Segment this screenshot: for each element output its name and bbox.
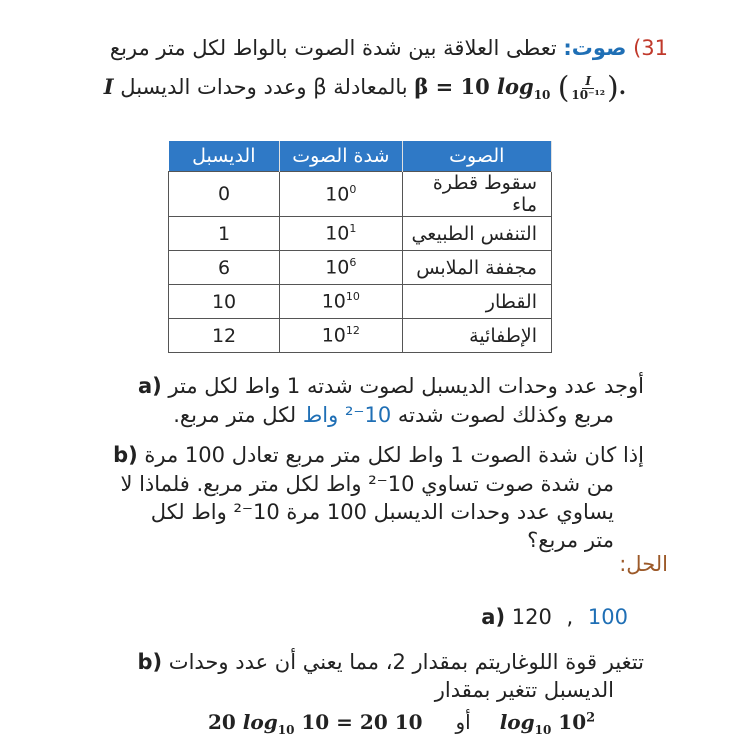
solution-a-separator: , — [566, 605, 574, 629]
formula-fraction — [571, 75, 605, 102]
table-row — [169, 172, 552, 217]
cell-intensity: $10^{10}$ — [280, 285, 403, 319]
formula-period: . — [618, 74, 626, 99]
solution-b-line-2: الديسبل تتغير بمقدار — [434, 678, 614, 702]
solution-b-label: b) — [137, 650, 163, 674]
cell-decibel: 12 — [169, 319, 280, 353]
question-topic: صوت: — [563, 36, 627, 60]
cell-sound: سقوط قطرة ماء — [402, 172, 551, 217]
sound-table — [168, 141, 552, 353]
part-a-text-3: لكل متر مربع. — [173, 403, 303, 427]
header-intensity: شدة الصوت — [280, 141, 403, 172]
cell-intensity: $10^0$ — [280, 172, 403, 217]
solution-b-line-1 — [137, 648, 644, 676]
cell-decibel: 1 — [169, 217, 280, 251]
equation-right: 10 $\log_{10} 10^2$ — [394, 709, 596, 737]
cell-decibel: 0 — [169, 172, 280, 217]
intensity-variable: I — [103, 74, 114, 99]
part-b-line-1 — [113, 441, 644, 469]
question-line-2 — [104, 70, 626, 112]
cell-sound: الإطفائية — [402, 319, 551, 353]
solution-a-value-120: 120 — [511, 605, 552, 629]
table-row — [169, 319, 552, 353]
table-row — [169, 217, 552, 251]
solution-a-value-100: 100 — [587, 605, 628, 629]
part-b-line-3: يساوي عدد وحدات الديسبل 100 مرة 10⁻² واط لكل — [150, 500, 614, 524]
header-sound: الصوت — [402, 141, 551, 172]
equation-or: أو — [455, 709, 471, 734]
cell-sound: القطار — [402, 285, 551, 319]
formula-denominator: 10⁻¹² — [571, 88, 605, 102]
equation-left: 20 $\log_{10} 10 = 20$ — [208, 709, 388, 737]
formula-log-base: 10 — [533, 88, 551, 103]
question-line1-text: تعطى العلاقة بين شدة الصوت بالواط لكل متر مربع — [109, 36, 557, 60]
question-line2-text: وعدد وحدات الديسبل β بالمعادلة — [120, 75, 415, 99]
cell-decibel: 10 — [169, 285, 280, 319]
table-header-row — [169, 141, 552, 172]
formula-lead: β = 10 — [414, 74, 498, 99]
solution-equations — [208, 704, 595, 744]
cell-sound: مجففة الملابس — [402, 251, 551, 285]
part-a-highlight: 10⁻² واط — [302, 403, 392, 427]
part-a-text-2: مربع وكذلك لصوت شدته — [391, 403, 614, 427]
part-a-label: a) — [137, 374, 162, 398]
table-row — [169, 251, 552, 285]
header-decibel: الديسبل — [169, 141, 280, 172]
part-b-line-2: من شدة صوت تساوي 10⁻² واط لكل متر مربع. فلماذا لا — [120, 472, 614, 496]
part-b-line-4: متر مربع؟ — [527, 528, 614, 552]
solution-a — [481, 603, 628, 631]
part-a-text-1: أوجد عدد وحدات الديسبل لصوت شدته 1 واط لكل متر — [168, 374, 644, 398]
solution-a-label: a) — [481, 605, 506, 629]
part-b-label: b) — [113, 443, 138, 467]
decibel-formula: β = 10 $\log_{10}$ ( $\frac{I}{\text{10⁻¹²}}$ ). — [414, 70, 626, 106]
part-a-line-2 — [173, 401, 614, 429]
cell-intensity: $10^1$ — [280, 217, 403, 251]
formula-log: log — [497, 74, 534, 99]
table-row — [169, 285, 552, 319]
cell-intensity: $10^{12}$ — [280, 319, 403, 353]
cell-intensity: $10^6$ — [280, 251, 403, 285]
solution-heading: الحل: — [619, 552, 668, 576]
question-line-1 — [110, 34, 668, 62]
cell-decibel: 6 — [169, 251, 280, 285]
question-number: 31) — [633, 36, 668, 60]
solution-b-text-1: تتغير قوة اللوغاريتم بمقدار 2، مما يعني أن عدد وحدات — [168, 650, 644, 674]
cell-sound: التنفس الطبيعي — [402, 217, 551, 251]
part-a-line-1 — [138, 372, 644, 400]
part-b-text-1: إذا كان شدة الصوت 1 واط لكل متر مربع تعادل 100 مرة — [144, 443, 644, 467]
formula-numerator: I — [582, 75, 594, 89]
